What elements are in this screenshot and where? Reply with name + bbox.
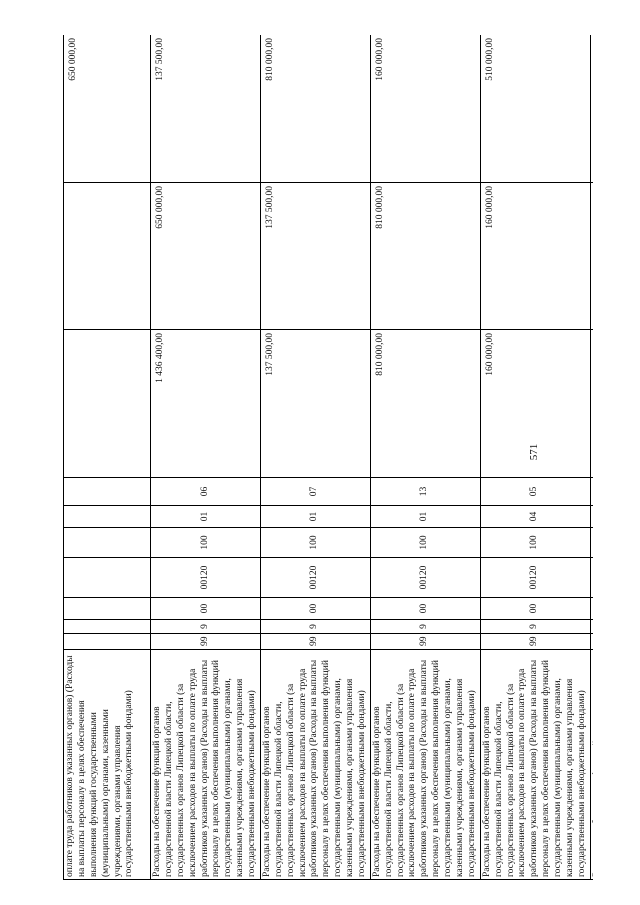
description-cell: Расходы на обеспечение функций органов государственной власти Липецкой области, государственных органов Липецкой области (за исключением расходов на выплаты по оплате труда работников указанных органов) (Расходы на выплаты персоналу в целях обеспечения выполнения функций государственными (муниципальными) органами, казенными учреждениями, органами управления государственными внебюджетными фондами): [370, 650, 480, 880]
table-row: [64, 35, 151, 880]
code-cell: 01: [151, 506, 261, 528]
code-cell: 99: [480, 634, 590, 650]
description-cell: оплате труда работников указанных органов) (Расходы на выплаты персоналу в целях обеспечения выполнения функций государственными (муниципальными) органами, казенными учреждениями, органами управления государственными внебюджетными фондами): [64, 650, 151, 880]
table-row: [151, 35, 261, 880]
amount-cell: 810 000,00: [260, 35, 370, 183]
amount-cell: 650 000,00: [151, 183, 261, 330]
description-cell: [590, 650, 593, 880]
amount-cell: [590, 183, 593, 330]
code-cell: 05: [480, 478, 590, 506]
code-cell: [64, 478, 151, 506]
code-cell: 04: [480, 506, 590, 528]
table-row: [260, 35, 370, 880]
code-cell: 99: [370, 634, 480, 650]
code-cell: 99: [260, 634, 370, 650]
code-cell: 9: [370, 620, 480, 634]
code-cell: 01: [260, 506, 370, 528]
table-row: [590, 35, 593, 880]
code-cell: [590, 506, 593, 528]
amount-cell: [64, 183, 151, 330]
code-cell: [64, 528, 151, 558]
table-row: [370, 35, 480, 880]
code-cell: 100: [151, 528, 261, 558]
code-cell: [590, 634, 593, 650]
amount-cell: [590, 330, 593, 478]
description-cell: Расходы на обеспечение функций органов государственной власти Липецкой области, государственных органов Липецкой области (за исключением расходов на выплаты по оплате труда работников указанных органов) (Расходы на выплаты персоналу в целях обеспечения выполнения функций государственными (муниципальными) органами, казенными учреждениями, органами управления государственными внебюджетными фондами): [151, 650, 261, 880]
code-cell: 06: [151, 478, 261, 506]
code-cell: 00120: [151, 558, 261, 598]
code-cell: 9: [480, 620, 590, 634]
code-cell: [590, 528, 593, 558]
amount-cell: 510 000,00: [480, 35, 590, 183]
amount-cell: 137 500,00: [151, 35, 261, 183]
code-cell: 00120: [480, 558, 590, 598]
amount-cell: 137 500,00: [260, 330, 370, 478]
budget-table: [63, 35, 593, 880]
code-cell: 9: [260, 620, 370, 634]
amount-cell: 810 000,00: [370, 183, 480, 330]
amount-cell: [590, 35, 593, 183]
code-cell: [64, 620, 151, 634]
code-cell: 01: [370, 506, 480, 528]
amount-cell: 810 000,00: [370, 330, 480, 478]
code-cell: [590, 558, 593, 598]
amount-cell: 650 000,00: [64, 35, 151, 183]
code-cell: 00: [260, 598, 370, 620]
code-cell: 100: [480, 528, 590, 558]
table-body: [64, 35, 594, 880]
amount-cell: 137 500,00: [260, 183, 370, 330]
description-cell: Расходы на обеспечение функций органов государственной власти Липецкой области, государственных органов Липецкой области (за исключением расходов на выплаты по оплате труда работников указанных органов) (Расходы на выплаты персоналу в целях обеспечения выполнения функций государственными (муниципальными) органами, казенными учреждениями, органами управления государственными внебюджетными фондами): [260, 650, 370, 880]
code-cell: 100: [260, 528, 370, 558]
code-cell: [590, 620, 593, 634]
code-cell: [64, 598, 151, 620]
amount-cell: 160 000,00: [370, 35, 480, 183]
code-cell: 00120: [370, 558, 480, 598]
amount-cell: [64, 330, 151, 478]
code-cell: [590, 598, 593, 620]
code-cell: 13: [370, 478, 480, 506]
code-cell: [64, 634, 151, 650]
code-cell: 99: [151, 634, 261, 650]
code-cell: [590, 478, 593, 506]
rotated-page: [63, 35, 593, 880]
description-cell: Расходы на обеспечение функций органов государственной власти Липецкой области, государственных органов Липецкой области (за исключением расходов на выплаты по оплате труда работников указанных органов) (Расходы на выплаты персоналу в целях обеспечения выполнения функций государственными (муниципальными) органами, казенными учреждениями, органами управления государственными внебюджетными фондами): [480, 650, 590, 880]
code-cell: 00: [480, 598, 590, 620]
table-row: [480, 35, 590, 880]
amount-cell: 1 436 400,00: [151, 330, 261, 478]
code-cell: 07: [260, 478, 370, 506]
code-cell: 00: [370, 598, 480, 620]
code-cell: [64, 558, 151, 598]
page-number: 571: [528, 443, 540, 461]
code-cell: [64, 506, 151, 528]
code-cell: 9: [151, 620, 261, 634]
table-container: [63, 35, 593, 880]
amount-cell: 160 000,00: [480, 183, 590, 330]
code-cell: 100: [370, 528, 480, 558]
amount-cell: 160 000,00: [480, 330, 590, 478]
code-cell: 00: [151, 598, 261, 620]
code-cell: 00120: [260, 558, 370, 598]
